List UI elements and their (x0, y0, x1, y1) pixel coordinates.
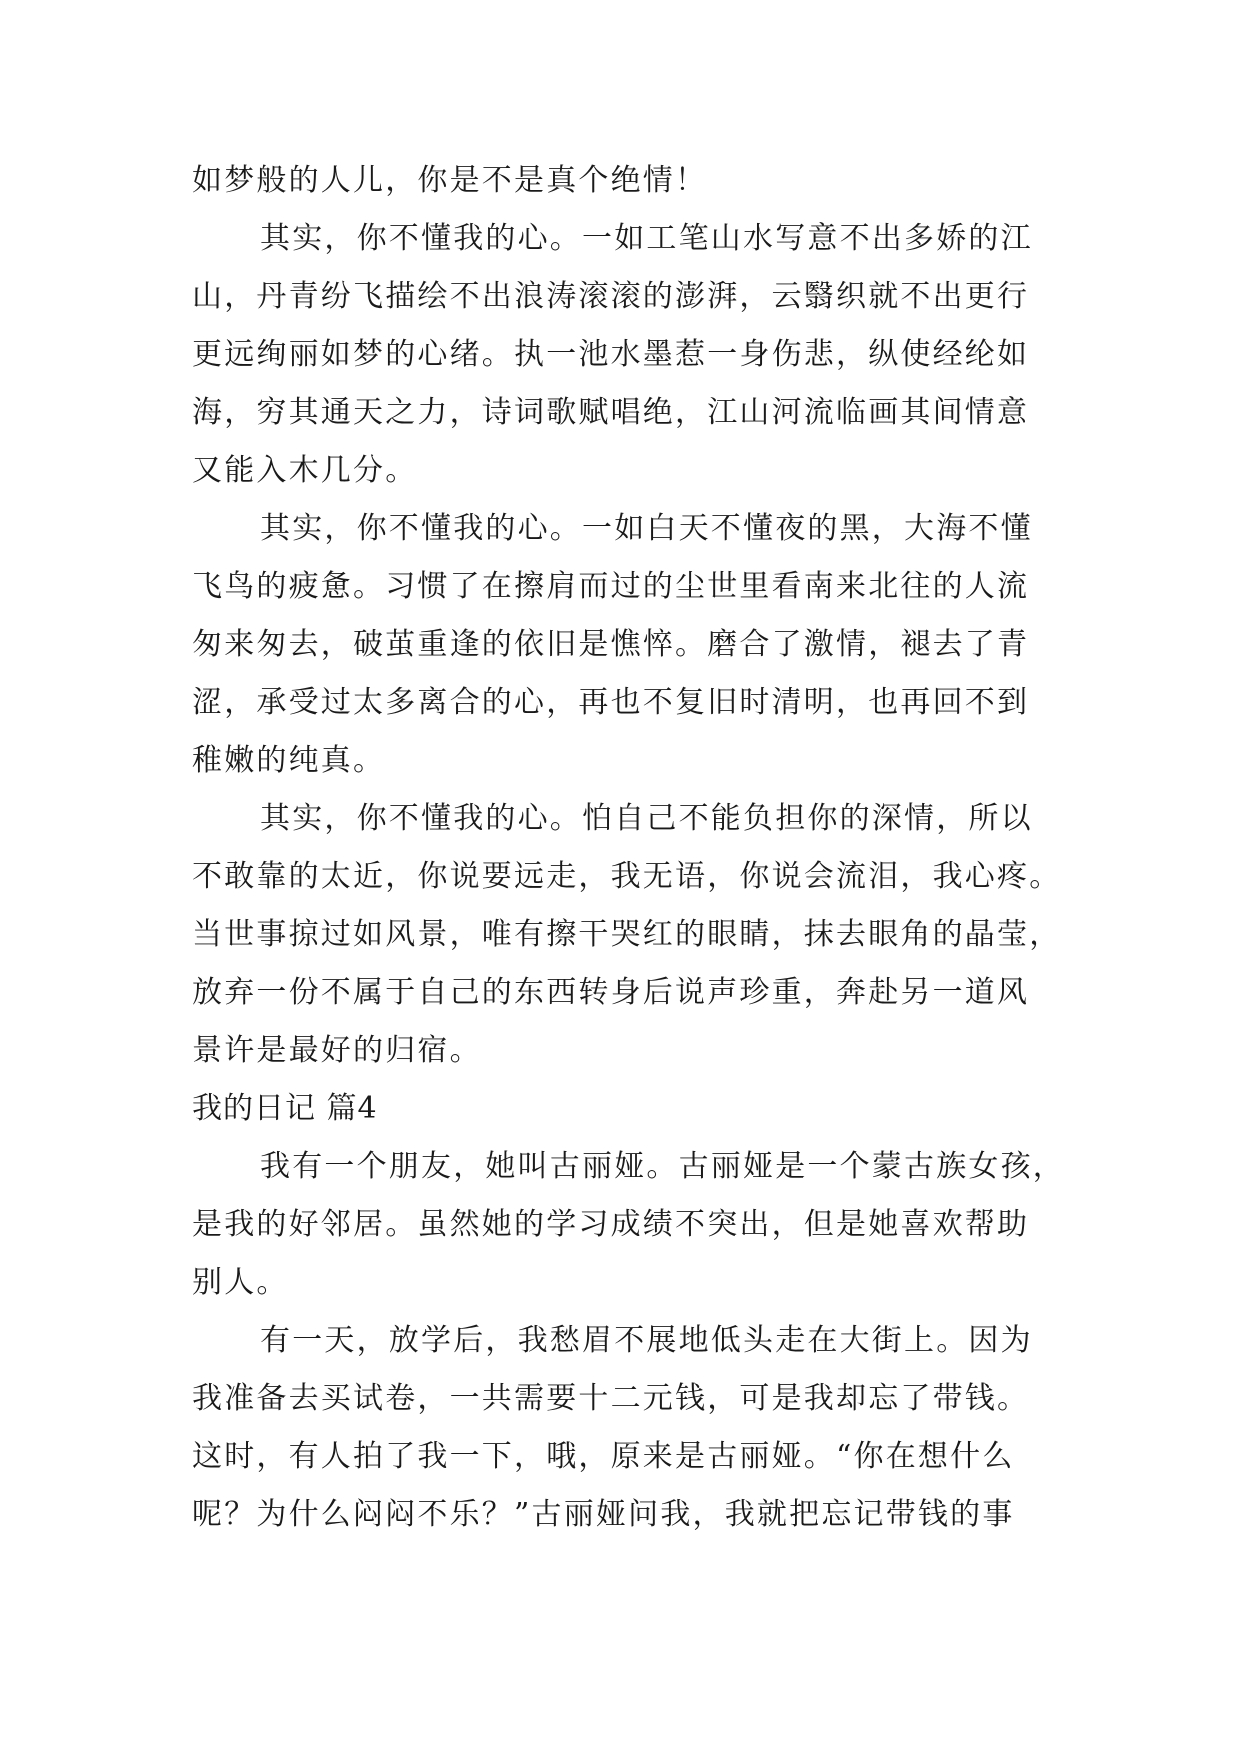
text-line: 飞鸟的疲惫。习惯了在擦肩而过的尘世里看南来北往的人流 (192, 569, 1030, 604)
text-line: 如梦般的人儿，你是不是真个绝情！ (192, 163, 708, 198)
text-line: 海，穷其通天之力，诗词歌赋唱绝，江山河流临画其间情意 (192, 395, 1030, 430)
text-line: 又能入木几分。 (192, 453, 418, 488)
document-page (192, 152, 1065, 1544)
text-line: 更远绚丽如梦的心绪。执一池水墨惹一身伤悲，纵使经纶如 (192, 337, 1030, 372)
paragraph-first-line: 其实，你不懂我的心。怕自己不能负担你的深情，所以 (260, 801, 1033, 836)
text-line: 是我的好邻居。虽然她的学习成绩不突出，但是她喜欢帮助 (192, 1207, 1030, 1242)
text-line: 匆来匆去，破茧重逢的依旧是憔悴。磨合了激情，褪去了青 (192, 627, 1030, 662)
text-line: 别人。 (192, 1265, 289, 1300)
text-line: 呢？为什么闷闷不乐？”古丽娅问我，我就把忘记带钱的事 (192, 1497, 1015, 1532)
text-line: 这时，有人拍了我一下，哦，原来是古丽娅。“你在想什么 (192, 1439, 1015, 1474)
text-line: 当世事掠过如风景，唯有擦干哭红的眼睛，抹去眼角的晶莹， (192, 917, 1062, 952)
text-line: 稚嫩的纯真。 (192, 743, 386, 778)
text-line: 放弃一份不属于自己的东西转身后说声珍重，奔赴另一道风 (192, 975, 1030, 1010)
paragraph-first-line: 其实，你不懂我的心。一如白天不懂夜的黑，大海不懂 (260, 511, 1033, 546)
paragraph-first-line: 有一天，放学后，我愁眉不展地低头走在大街上。因为 (260, 1323, 1033, 1358)
paragraph-first-line: 我有一个朋友，她叫古丽娅。古丽娅是一个蒙古族女孩， (260, 1149, 1065, 1184)
section-heading: 我的日记 篇4 (192, 1091, 378, 1126)
text-line: 不敢靠的太近，你说要远走，我无语，你说会流泪，我心疼。 (192, 859, 1062, 894)
paragraph-first-line: 其实，你不懂我的心。一如工笔山水写意不出多娇的江 (260, 221, 1033, 256)
text-line: 景许是最好的归宿。 (192, 1033, 482, 1068)
text-line: 山，丹青纷飞描绘不出浪涛滚滚的澎湃，云翳织就不出更行 (192, 279, 1030, 314)
text-line: 我准备去买试卷，一共需要十二元钱，可是我却忘了带钱。 (192, 1381, 1030, 1416)
text-line: 涩，承受过太多离合的心，再也不复旧时清明，也再回不到 (192, 685, 1030, 720)
